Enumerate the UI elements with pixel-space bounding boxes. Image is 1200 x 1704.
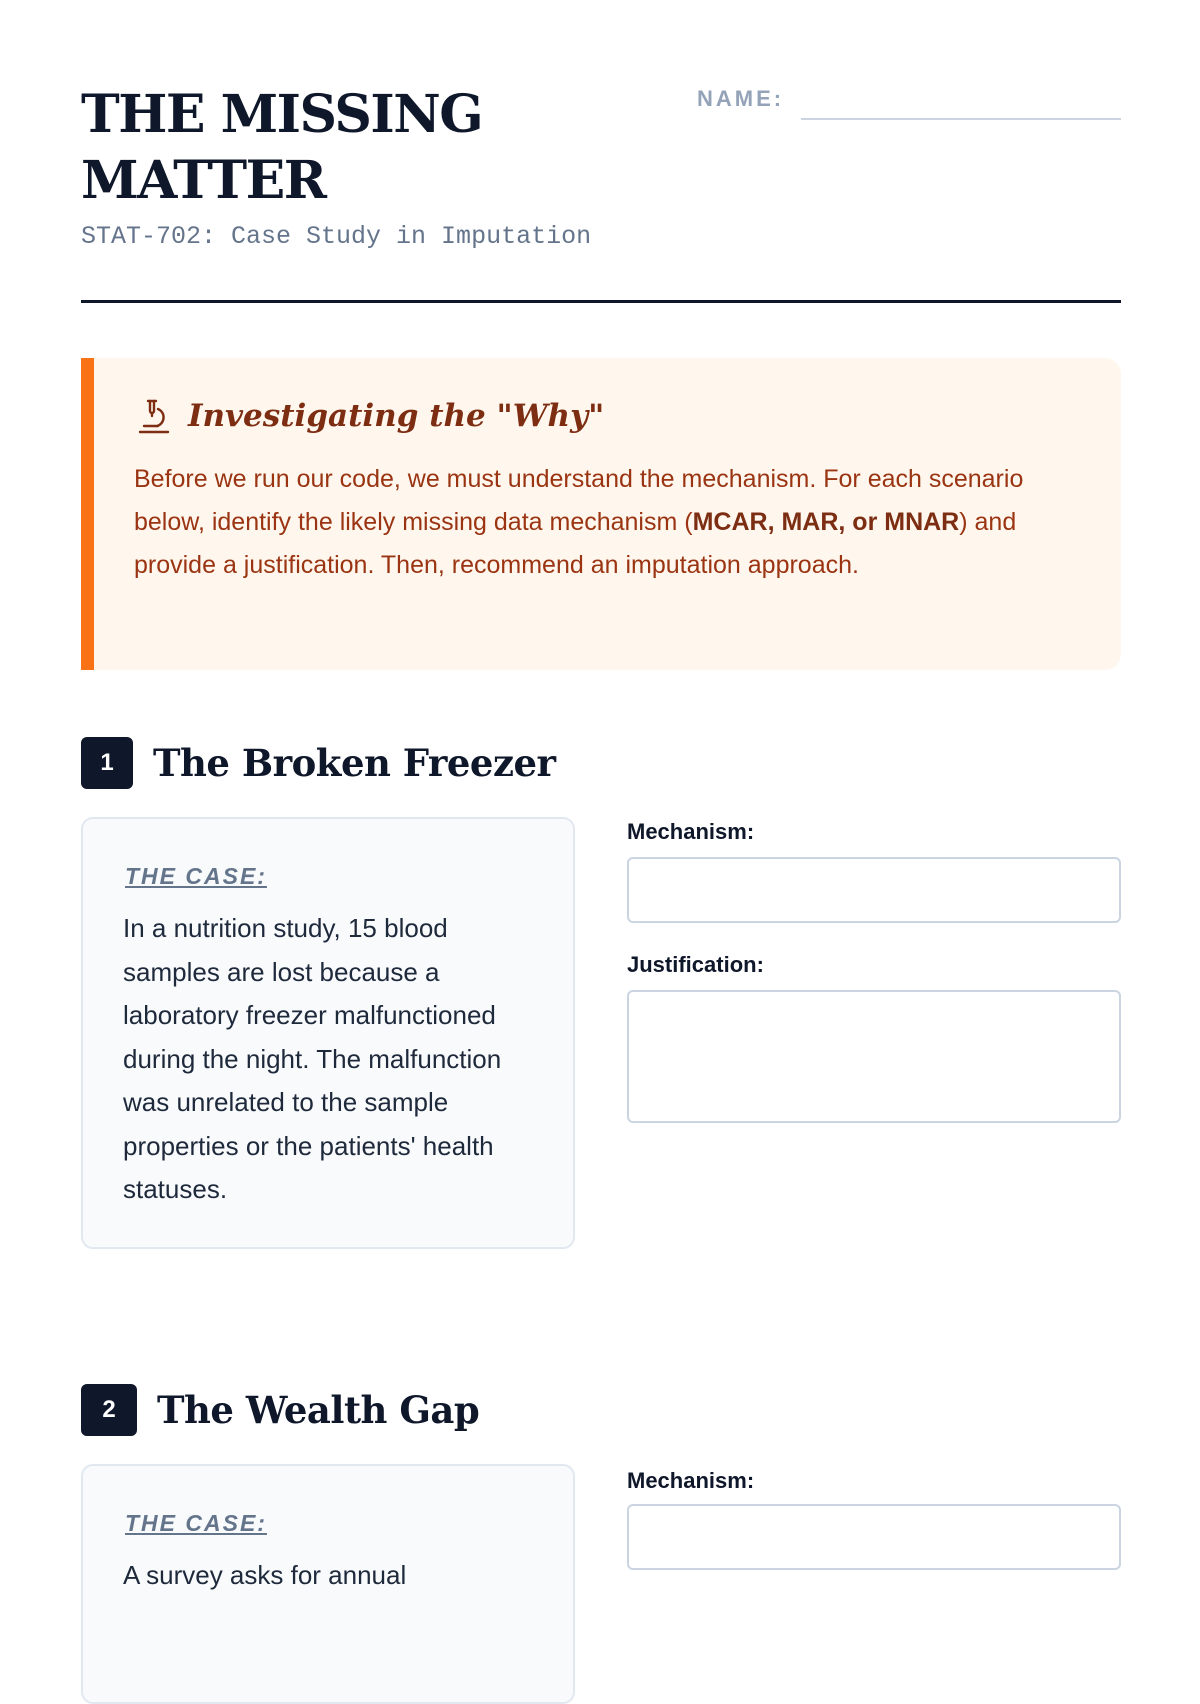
case-section: [81, 737, 1121, 1257]
section-heading: [81, 1384, 479, 1436]
section-title: The Broken Freezer: [153, 741, 556, 785]
mechanism-label: Mechanism:: [627, 819, 755, 844]
case-box: [81, 817, 575, 1249]
case-label: THE CASE:: [125, 1510, 267, 1536]
justification-input[interactable]: [627, 990, 1121, 1123]
name-input-line[interactable]: [801, 118, 1121, 120]
callout-heading: [136, 396, 604, 436]
header-divider: [81, 300, 1121, 303]
callout-title: Investigating the "Why": [188, 398, 605, 434]
mechanism-input[interactable]: [627, 1504, 1121, 1570]
case-section: [81, 1384, 1121, 1600]
microscope-icon: [136, 396, 172, 436]
instructions-callout: [81, 358, 1121, 670]
case-text: A survey asks for annual: [123, 1560, 407, 1590]
worksheet-header: [81, 82, 1121, 302]
callout-text-outro: ) and provide a justification. Then, recommend an imputation approach.: [134, 508, 1017, 579]
mechanism-input[interactable]: [627, 857, 1121, 923]
callout-text: [134, 458, 1064, 587]
section-title: The Wealth Gap: [157, 1388, 480, 1432]
callout-accent-bar: [81, 358, 94, 670]
case-label: THE CASE:: [125, 863, 267, 889]
case-box: [81, 1464, 575, 1704]
callout-text-intro: Before we run our code, we must understand the mechanism. For each scenario below, identify the likely missing data mechanism (: [134, 465, 1024, 536]
course-subtitle: STAT-702: Case Study in Imputation: [81, 222, 592, 251]
section-number-badge: 1: [81, 737, 133, 789]
callout-text-mechanisms: MCAR, MAR, or MNAR: [692, 508, 960, 536]
case-text: In a nutrition study, 15 blood samples are lost because a laboratory freezer malfunctioned during the night. The malfunction was unrelated to the sample properties or the patients' health statuses.: [123, 913, 502, 1204]
justification-label: Justification:: [627, 952, 764, 977]
mechanism-label: Mechanism:: [627, 1468, 755, 1493]
section-number-badge: 2: [81, 1384, 137, 1436]
name-label: NAME:: [697, 86, 785, 111]
section-heading: [81, 737, 556, 789]
page-title: THE MISSING MATTER: [81, 84, 483, 211]
